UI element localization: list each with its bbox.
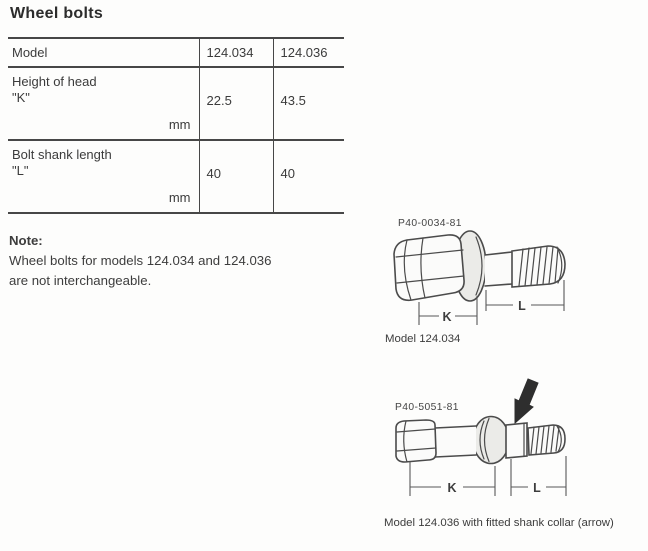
model-row-label: Model bbox=[12, 45, 48, 60]
table-row-model bbox=[8, 38, 344, 67]
figure-bolt-124036 bbox=[378, 376, 608, 508]
figure-caption-124036: Model 124.036 with fitted shank collar (arrow) bbox=[384, 517, 614, 529]
table-row-shank-length bbox=[8, 140, 344, 213]
dimension-l-label: L bbox=[518, 299, 526, 313]
down-arrow-icon bbox=[515, 379, 538, 423]
bolt-124036-illustration bbox=[378, 376, 608, 508]
note-line-1: Wheel bolts for models 124.034 and 124.036 bbox=[9, 253, 272, 268]
ball-collar bbox=[473, 417, 509, 464]
page-title: Wheel bolts bbox=[10, 5, 104, 22]
note-line-2: are not interchangeable. bbox=[9, 273, 152, 288]
model-a-value: 124.034 bbox=[206, 45, 254, 60]
hex-head bbox=[396, 420, 436, 462]
shank-length-b: 40 bbox=[280, 165, 295, 181]
dimension-k-label: K bbox=[442, 310, 452, 324]
shank-length-label-line2: "L" bbox=[12, 163, 29, 178]
shank-length-label-line1: Bolt shank length bbox=[12, 147, 112, 162]
part-number-label: P40-5051-81 bbox=[395, 402, 459, 413]
figure-caption-124034: Model 124.034 bbox=[385, 333, 461, 345]
shank-fill bbox=[435, 426, 476, 457]
shank-length-a: 40 bbox=[206, 165, 221, 181]
head-height-label-line1: Height of head bbox=[12, 74, 97, 89]
figure-bolt-124034 bbox=[378, 210, 593, 332]
dimension-l-label: L bbox=[533, 481, 541, 495]
bolt-124034-illustration bbox=[378, 210, 593, 332]
head-height-b: 43.5 bbox=[280, 92, 306, 108]
part-number-label: P40-0034-81 bbox=[398, 218, 462, 229]
dimension-l bbox=[511, 456, 566, 496]
head-height-a: 22.5 bbox=[206, 92, 232, 108]
note-block bbox=[9, 233, 339, 291]
model-b-value: 124.036 bbox=[280, 45, 328, 60]
dimension-k bbox=[410, 462, 495, 496]
shank-fill bbox=[485, 252, 512, 286]
shank-length-unit: mm bbox=[168, 190, 191, 205]
head-height-label-line2: "K" bbox=[12, 90, 30, 105]
wheel-bolt-spec-table bbox=[8, 37, 344, 214]
note-heading: Note: bbox=[9, 233, 43, 248]
head-height-unit: mm bbox=[168, 117, 191, 132]
dimension-k-label: K bbox=[447, 481, 457, 495]
table-row-head-height bbox=[8, 67, 344, 140]
